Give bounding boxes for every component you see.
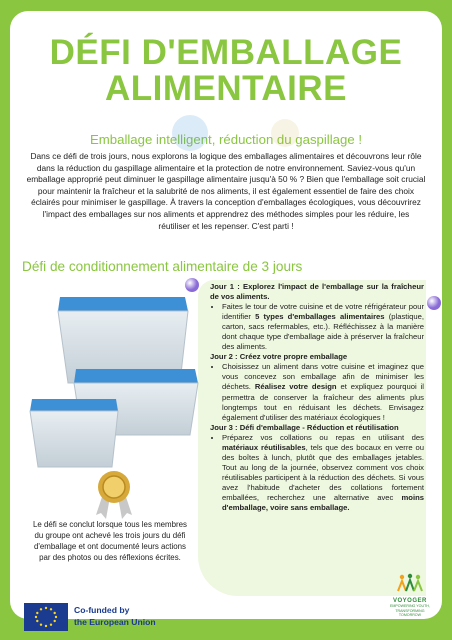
day2-heading: Jour 2 : Créez votre propre emballage xyxy=(210,352,348,362)
day3-heading: Jour 3 : Défi d'emballage - Réduction et réutilisation xyxy=(210,422,399,432)
challenge-content xyxy=(210,282,424,513)
medal-icon xyxy=(92,467,136,519)
intro-paragraph: Dans ce défi de trois jours, nous explorons la logique des emballages alimentaires et découvrons leur rôle dans la réduction du gaspillage alimentaire et la protection de notre environnement. Saviez-vous qu'un emballage approprié peut diminuer le gaspillage alimentaire jusqu'à 50 % ? Bien que l'emballage soit crucial pour maintenir la fraîcheur et la salubrité de nos aliments, il est également essentiel de faire des choix éclairés pour minimiser le gaspillage. À travers la conception d'emballages écologiques, vous découvrirez l'impact des emballages sur nos aliments et apprendrez des méthodes simples pour les réduire, les réutiliser et les repenser. C'est parti ! xyxy=(26,151,426,231)
subtitle: Emballage intelligent, réduction du gaspillage ! xyxy=(90,132,362,147)
title-line-1: DÉFI D'EMBALLAGE xyxy=(49,33,403,72)
day1-list xyxy=(210,302,424,352)
section-title: Défi de conditionnement alimentaire de 3 jours xyxy=(22,259,303,274)
day3-list xyxy=(210,433,424,513)
conclusion-text: Le défi se conclut lorsque tous les membres du groupe ont achevé les trois jours du défi d'emballage et ont documenté leurs actions par des photos ou des réflexions écrites. xyxy=(33,520,187,562)
day1-item: • Faites le tour de votre cuisine et de votre réfrigérateur pour identifier 5 types d'emballages alimentaires (plastique, carton, sacs refermables, etc.). Réfléchissez à la manière dont chaque type d'emballage aide à préserver la fraîcheur des aliments. xyxy=(222,302,424,352)
eu-flag-icon xyxy=(24,603,68,631)
day1-heading: Jour 1 : Explorez l'impact de l'emballage sur la fraîcheur de vos aliments. xyxy=(210,282,424,302)
voyoger-tagline-1: EMPOWERING YOUTH, xyxy=(390,604,430,608)
voyoger-tagline-3: TOMORROW xyxy=(398,613,421,617)
cofunded-label: Co-funded by the European Union xyxy=(74,605,156,627)
day2-list xyxy=(210,362,424,422)
voyoger-figures-icon xyxy=(392,573,428,593)
day3-item: • Préparez vos collations ou repas en utilisant des matériaux réutilisables, tels que des bocaux en verre ou des boîtes à lunch, plutôt que des emballages jetables. Tout au long de la journée, observez comment vos choix réutilisables participent à la réduction des déchets. Si vous avez l'habitude d'acheter des collations fortement emballées, recherchez une alternative avec moins d'emballage, voire sans emballage. xyxy=(222,433,424,513)
day2-item: • Choisissez un aliment dans votre cuisine et imaginez que vous concevez son emballage afin de minimiser les déchets. Réalisez votre design et expliquez pourquoi il permettra de conserver la fraîcheur des aliments plus longtemps tout en réduisant les déchets. Envisagez également d'utiliser des matériaux écologiques ! xyxy=(222,362,424,422)
voyoger-name: VOYOGER xyxy=(393,598,427,604)
title-line-2: ALIMENTAIRE xyxy=(104,69,348,108)
poster-card xyxy=(10,11,442,627)
voyoger-logo xyxy=(390,573,430,618)
watermark-icon-2 xyxy=(265,115,325,145)
food-container-icon xyxy=(20,285,200,473)
voyoger-tagline-2: TRANSFORMING xyxy=(395,608,425,613)
watermark-icon xyxy=(160,111,220,151)
